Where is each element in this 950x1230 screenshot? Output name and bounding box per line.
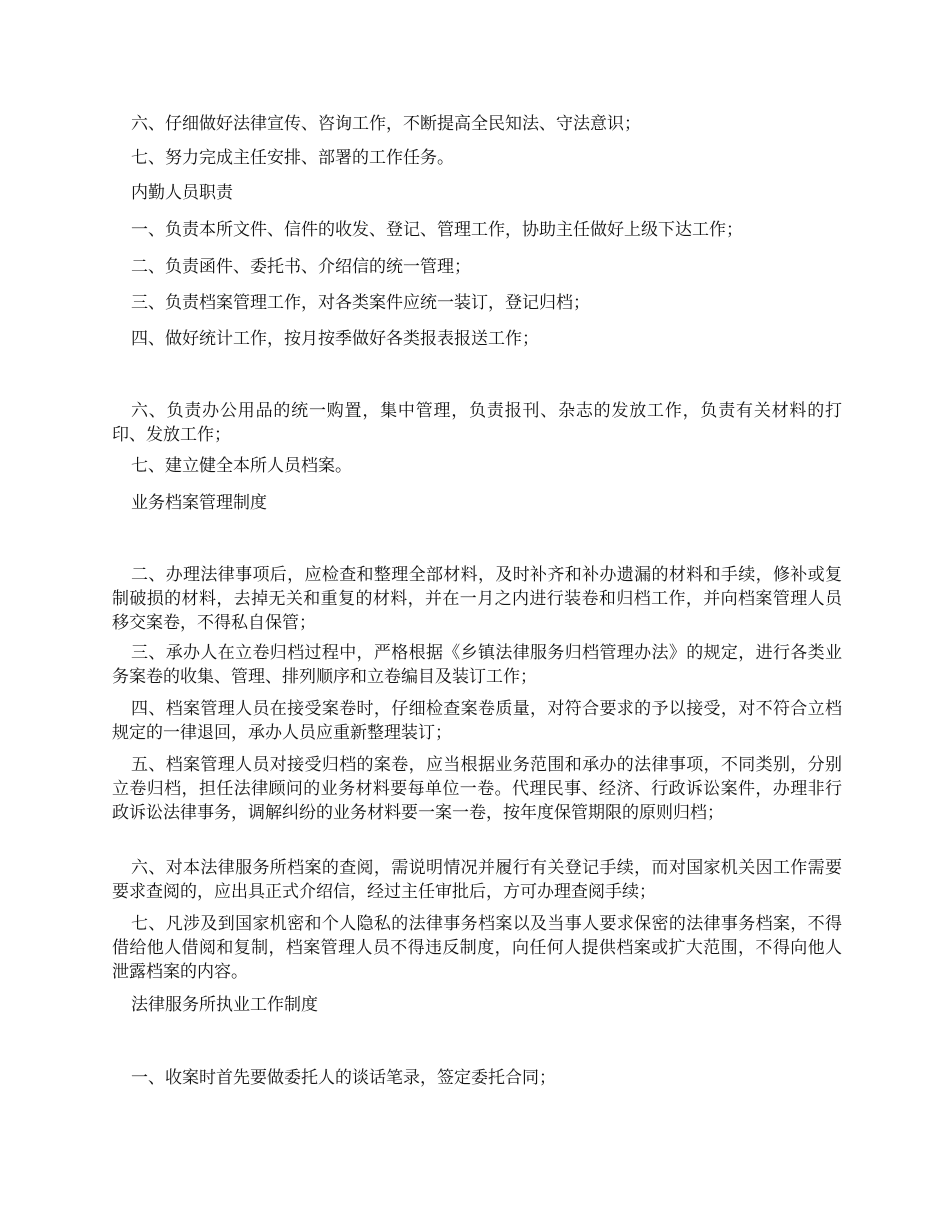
paragraph: 一、收案时首先要做委托人的谈话笔录，签定委托合同；: [131, 1068, 556, 1088]
paragraph: 二、负责函件、委托书、介绍信的统一管理；: [131, 257, 471, 277]
paragraph: 三、负责档案管理工作，对各类案件应统一装订，登记归档；: [131, 293, 590, 313]
paragraph: 四、做好统计工作，按月按季做好各类报表报送工作；: [131, 329, 539, 349]
paragraph: 四、档案管理人员在接受案卷时，仔细检查案卷质量，对符合要求的予以接受，对不符合立档规定的一律退回，承办人员应重新整理装订；: [112, 699, 842, 743]
paragraph: 六、负责办公用品的统一购置，集中管理，负责报刊、杂志的发放工作，负责有关材料的打印、发放工作；: [112, 401, 842, 445]
paragraph: 三、承办人在立卷归档过程中，严格根据《乡镇法律服务归档管理办法》的规定，进行各类业务案卷的收集、管理、排列顺序和立卷编目及装订工作；: [112, 643, 842, 687]
paragraph: 六、仔细做好法律宣传、咨询工作，不断提高全民知法、守法意识；: [131, 114, 641, 134]
paragraph: 七、凡涉及到国家机密和个人隐私的法律事务档案以及当事人要求保密的法律事务档案，不得借给他人借阅和复制，档案管理人员不得违反制度，向任何人提供档案或扩大范围，不得向他人泄露档案的内容。: [112, 914, 842, 982]
paragraph: 五、档案管理人员对接受归档的案卷，应当根据业务范围和承办的法律事项，不同类别，分别立卷归档，担任法律顾问的业务材料要每单位一卷。代理民事、经济、行政诉讼案件，办理非行政诉讼法律事务，调解纠纷的业务材料要一案一卷，按年度保管期限的原则归档；: [112, 755, 842, 823]
section-heading: 内勤人员职责: [131, 183, 233, 203]
paragraph: 七、努力完成主任安排、部署的工作任务。: [131, 148, 454, 168]
section-heading: 法律服务所执业工作制度: [131, 995, 318, 1015]
paragraph: 六、对本法律服务所档案的查阅，需说明情况并履行有关登记手续，而对国家机关因工作需要要求查阅的，应出具正式介绍信，经过主任审批后，方可办理查阅手续；: [112, 858, 842, 902]
paragraph: 一、负责本所文件、信件的收发、登记、管理工作，协助主任做好上级下达工作；: [131, 220, 743, 240]
section-heading: 业务档案管理制度: [131, 493, 267, 513]
paragraph: 七、建立健全本所人员档案。: [131, 456, 352, 476]
paragraph: 二、办理法律事项后，应检查和整理全部材料，及时补齐和补办遗漏的材料和手续，修补或复制破损的材料，去掉无关和重复的材料，并在一月之内进行装卷和归档工作，并向档案管理人员移交案卷，不得私自保管；: [112, 565, 842, 633]
